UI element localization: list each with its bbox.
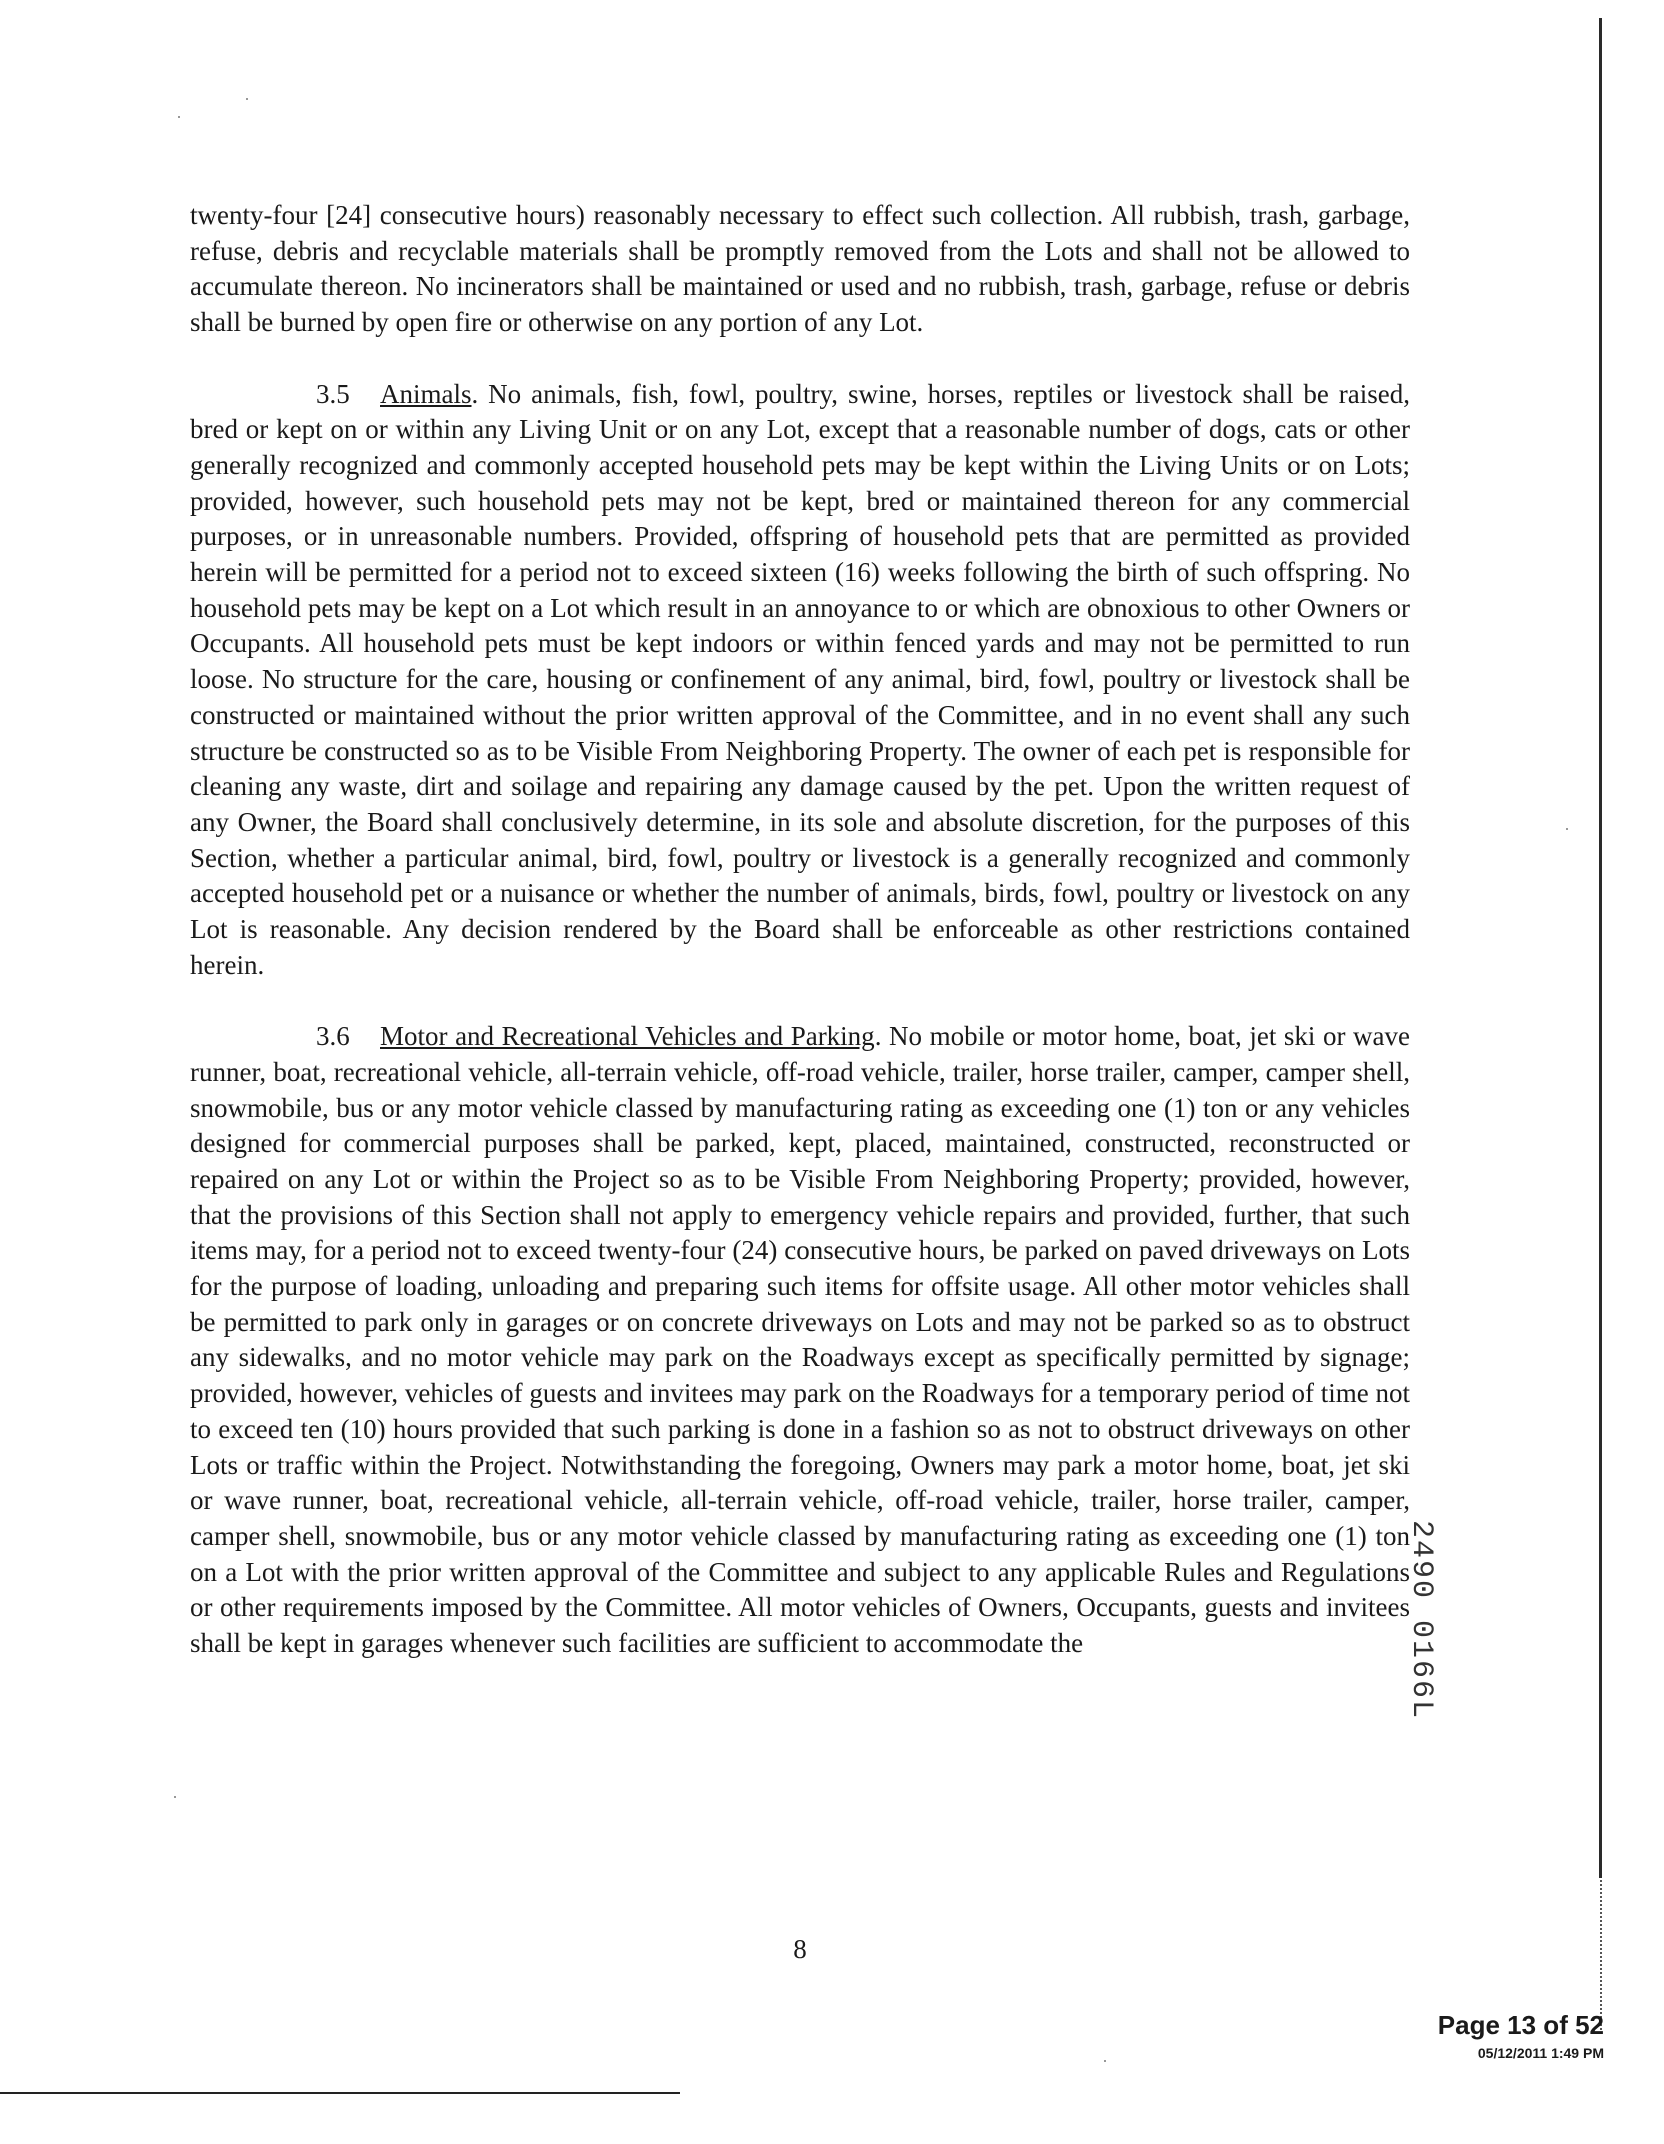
document-body	[190, 198, 1410, 1662]
section-number: 3.6	[316, 1021, 350, 1052]
scan-speck	[1104, 2060, 1106, 2062]
section-title: Animals	[380, 378, 472, 409]
recording-stamp-text: 2490 0166L	[1403, 1520, 1438, 1721]
bottom-rule	[0, 2092, 680, 2094]
scan-speck	[178, 116, 180, 118]
scan-edge-dots	[1600, 1880, 1602, 2030]
section-3-6	[190, 1019, 1410, 1662]
section-text: . No animals, fish, fowl, poultry, swine, horses, reptiles or livestock shall be raised, bred or kept on or within any Living Unit or on any Lot, except that a reasonable number of dogs, cats or other generally recognized and commonly accepted household pets may be kept within the Living Units or on Lots; provided, however, such household pets may not be kept, bred or maintained thereon for any commercial purposes, or in unreasonable numbers. Provided, offspring of household pets that are permitted as provided herein will be permitted for a period not to exceed sixteen (16) weeks following the birth of such offspring. No household pets may be kept on a Lot which result in an annoyance to or which are obnoxious to other Owners or Occupants. All household pets must be kept indoors or within fenced yards and may not be permitted to run loose. No structure for the care, housing or confinement of any animal, bird, fowl, poultry or livestock shall be constructed or maintained without the prior written approval of the Committee, and in no event shall any such structure be constructed so as to be Visible From Neighboring Property. The owner of each pet is responsible for cleaning any waste, dirt and soilage and repairing any damage caused by the pet. Upon the written request of any Owner, the Board shall conclusively determine, in its sole and absolute discretion, for the purposes of this Section, whether a particular animal, bird, fowl, poultry or livestock is a generally recognized and commonly accepted household pet or a nuisance or whether the number of animals, birds, fowl, poultry or livestock on any Lot is reasonable. Any decision rendered by the Board shall be enforceable as other restrictions contained herein.	[190, 378, 1410, 980]
section-title: Motor and Recreational Vehicles and Parking	[380, 1021, 875, 1052]
continuation-paragraph: twenty-four [24] consecutive hours) reasonably necessary to effect such collection. All rubbish, trash, garbage, refuse, debris and recyclable materials shall be promptly removed from the Lots and shall not be allowed to accumulate thereon. No incinerators shall be maintained or used and no rubbish, trash, garbage, refuse or debris shall be burned by open fire or otherwise on any portion of any Lot.	[190, 200, 1410, 338]
section-text: . No mobile or motor home, boat, jet ski or wave runner, boat, recreational vehicle, all-terrain vehicle, off-road vehicle, trailer, horse trailer, camper, camper shell, snowmobile, bus or any motor vehicle classed by manufacturing rating as exceeding one (1) ton or any vehicles designed for commercial purposes shall be parked, kept, placed, maintained, constructed, reconstructed or repaired on any Lot or within the Project so as to be Visible From Neighboring Property; provided, however, that the provisions of this Section shall not apply to emergency vehicle repairs and provided, further, that such items may, for a period not to exceed twenty-four (24) consecutive hours, be parked on paved driveways on Lots for the purpose of loading, unloading and preparing such items for offsite usage. All other motor vehicles shall be permitted to park only in garages or on concrete driveways on Lots and may not be parked so as to obstruct any sidewalks, and no motor vehicle may park on the Roadways except as specifically permitted by signage; provided, however, vehicles of guests and invitees may park on the Roadways for a temporary period of time not to exceed ten (10) hours provided that such parking is done in a fashion so as not to obstruct driveways on other Lots or traffic within the Project. Notwithstanding the foregoing, Owners may park a motor home, boat, jet ski or wave runner, boat, recreational vehicle, all-terrain vehicle, off-road vehicle, trailer, horse trailer, camper, camper shell, snowmobile, bus or any motor vehicle classed by manufacturing rating as exceeding one (1) ton on a Lot with the prior written approval of the Committee and subject to any applicable Rules and Regulations or other requirements imposed by the Committee. All motor vehicles of Owners, Occupants, guests and invitees shall be kept in garages whenever such facilities are sufficient to accommodate the	[190, 1021, 1410, 1659]
scan-speck	[1566, 828, 1568, 830]
page-number: 8	[793, 1934, 807, 1964]
page-footer	[1438, 2010, 1604, 2062]
scan-edge-rule	[1599, 18, 1602, 1878]
section-number: 3.5	[316, 378, 350, 409]
scan-speck	[174, 1796, 176, 1798]
section-3-5	[190, 377, 1410, 984]
print-timestamp: 05/12/2011 1:49 PM	[1477, 2045, 1604, 2061]
scan-speck	[246, 98, 248, 100]
page-count: Page 13 of 52	[1437, 2010, 1604, 2040]
